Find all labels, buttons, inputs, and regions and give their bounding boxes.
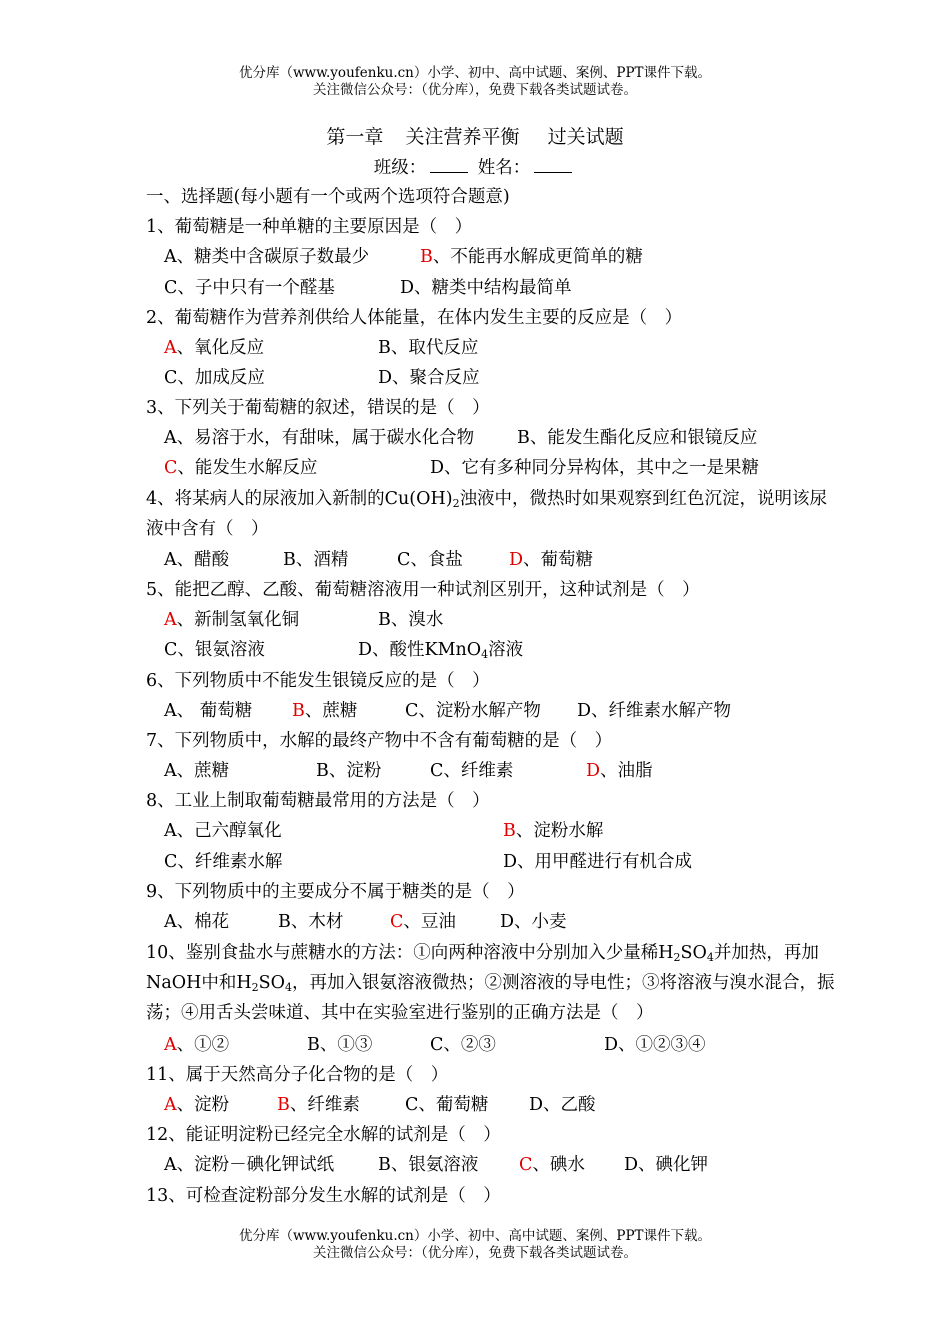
q3-option-d: D、它有多种同分异构体，其中之一是果糖 <box>430 458 760 478</box>
answer-mark: B <box>292 701 305 721</box>
q12-option-c: C、碘水 <box>519 1155 585 1175</box>
q10-option-d: D、①②③④ <box>604 1035 706 1055</box>
answer-mark: B <box>420 247 433 267</box>
answer-mark: C <box>519 1155 533 1175</box>
q13-stem: 13、可检查淀粉部分发生水解的试剂是（ ） <box>146 1186 501 1206</box>
q1-option-c: C、子中只有一个醛基 <box>164 278 335 298</box>
answer-mark: C <box>164 458 178 478</box>
page-title <box>0 122 950 149</box>
q3-stem: 3、下列关于葡萄糖的叙述，错误的是（ ） <box>146 398 490 418</box>
answer-mark: A <box>164 610 177 630</box>
q10-option-a: A、①② <box>164 1035 230 1055</box>
q9-option-c: C、豆油 <box>390 912 456 932</box>
q1-stem: 1、葡萄糖是一种单糖的主要原因是（ ） <box>146 217 473 237</box>
answer-mark: C <box>390 912 404 932</box>
name-blank[interactable] <box>534 158 572 173</box>
q8-option-d: D、用甲醛进行有机合成 <box>503 852 693 872</box>
q7-option-b: B、淀粉 <box>316 761 382 781</box>
q3-option-b: B、能发生酯化反应和银镜反应 <box>517 428 758 448</box>
q7-option-a: A、蔗糖 <box>164 761 230 781</box>
q1-option-d: D、糖类中结构最简单 <box>400 278 572 298</box>
q7-option-d: D、油脂 <box>586 761 653 781</box>
page-footer <box>0 1228 950 1262</box>
title-topic: 关注营养平衡 <box>405 126 520 148</box>
answer-mark: D <box>586 761 601 781</box>
q11-option-d: D、乙酸 <box>529 1095 596 1115</box>
answer-mark: D <box>509 550 524 570</box>
q5-option-b: B、溴水 <box>378 610 444 630</box>
q6-option-d: D、纤维素水解产物 <box>577 701 732 721</box>
q8-stem: 8、工业上制取葡萄糖最常用的方法是（ ） <box>146 791 490 811</box>
q10-option-b: B、①③ <box>307 1035 373 1055</box>
q2-stem: 2、葡萄糖作为营养剂供给人体能量，在体内发生主要的反应是（ ） <box>146 308 683 328</box>
q11-option-c: C、葡萄糖 <box>405 1095 489 1115</box>
q3-option-c: C、能发生水解反应 <box>164 458 318 478</box>
q8-option-b: B、淀粉水解 <box>503 821 604 841</box>
q4-option-a: A、醋酸 <box>164 550 230 570</box>
q9-option-d: D、小麦 <box>500 912 567 932</box>
q5-option-d: D、酸性KMnO$_4$溶液 <box>358 640 524 661</box>
answer-mark: B <box>503 821 516 841</box>
name-label: 姓名： <box>477 158 531 178</box>
header-line-2: 关注微信公众号：（优分库），免费下载各类试题试卷。 <box>313 82 637 98</box>
q4-option-c: C、食盐 <box>397 550 463 570</box>
q12-stem: 12、能证明淀粉已经完全水解的试剂是（ ） <box>146 1125 501 1145</box>
class-name-line <box>0 154 950 179</box>
title-chapter: 第一章 <box>326 126 384 148</box>
q6-option-a: A、 葡萄糖 <box>164 701 253 721</box>
q7-stem: 7、下列物质中，水解的最终产物中不含有葡萄糖的是（ ） <box>146 731 613 751</box>
q5-option-a: A、新制氢氧化铜 <box>164 610 300 630</box>
class-label: 班级： <box>373 158 427 178</box>
q3-option-a: A、易溶于水，有甜味，属于碳水化合物 <box>164 428 475 448</box>
q5-stem: 5、能把乙醇、乙酸、葡萄糖溶液用一种试剂区别开，这种试剂是（ ） <box>146 580 700 600</box>
title-test: 过关试题 <box>547 126 624 148</box>
q4-option-d: D、葡萄糖 <box>509 550 594 570</box>
q4-stem: 4、将某病人的尿液加入新制的$Cu(OH)_2$浊液中，微热时如果观察到红色沉淀，说明该尿 <box>146 489 828 510</box>
q10-stem-line-2: NaOH中和$H_2SO_4$，再加入银氨溶液微热；②测溶液的导电性；③将溶液与溴水混合，振 <box>146 973 835 994</box>
q1-option-a: A、糖类中含碳原子数最少 <box>164 247 370 267</box>
class-blank[interactable] <box>430 158 468 173</box>
q6-option-b: B、蔗糖 <box>292 701 358 721</box>
q11-stem: 11、属于天然高分子化合物的是（ ） <box>146 1065 449 1085</box>
q6-stem: 6、下列物质中不能发生银镜反应的是（ ） <box>146 671 490 691</box>
q9-option-a: A、棉花 <box>164 912 230 932</box>
footer-line-1: 优分库（www.youfenku.cn）小学、初中、高中试题、案例、PPT课件下载。 <box>238 1228 712 1244</box>
q8-option-a: A、己六醇氧化 <box>164 821 282 841</box>
q9-stem: 9、下列物质中的主要成分不属于糖类的是（ ） <box>146 882 525 902</box>
q6-option-c: C、淀粉水解产物 <box>405 701 541 721</box>
q2-option-c: C、加成反应 <box>164 368 265 388</box>
q10-option-c: C、②③ <box>430 1035 496 1055</box>
q12-option-b: B、银氨溶液 <box>378 1155 479 1175</box>
q9-option-b: B、木材 <box>278 912 344 932</box>
q12-option-d: D、碘化钾 <box>624 1155 709 1175</box>
answer-mark: A <box>164 1035 177 1055</box>
q1-option-b: B、不能再水解成更简单的糖 <box>420 247 643 267</box>
q2-option-a: A、氧化反应 <box>164 338 265 358</box>
q5-option-c: C、银氨溶液 <box>164 640 265 660</box>
q4-option-b: B、酒精 <box>283 550 349 570</box>
q2-option-d: D、聚合反应 <box>378 368 480 388</box>
answer-mark: B <box>277 1095 290 1115</box>
q2-option-b: B、取代反应 <box>378 338 479 358</box>
answer-mark: A <box>164 338 177 358</box>
footer-line-2: 关注微信公众号：（优分库），免费下载各类试题试卷。 <box>313 1245 637 1261</box>
header-line-1: 优分库（www.youfenku.cn）小学、初中、高中试题、案例、PPT课件下载。 <box>238 65 712 81</box>
page-header <box>0 65 950 99</box>
q4-stem-continued: 液中含有（ ） <box>146 519 269 539</box>
q10-stem-line-3: 荡；④用舌头尝味道、其中在实验室进行鉴别的正确方法是（ ） <box>146 1003 654 1023</box>
answer-mark: A <box>164 1095 177 1115</box>
q11-option-b: B、纤维素 <box>277 1095 360 1115</box>
q10-stem: 10、鉴别食盐水与蔗糖水的方法：①向两种溶液中分别加入少量稀$H_2SO_4$并加热，再加 <box>146 943 819 964</box>
q7-option-c: C、纤维素 <box>430 761 514 781</box>
q8-option-c: C、纤维素水解 <box>164 852 283 872</box>
section-heading: 一、选择题(每小题有一个或两个选项符合题意) <box>146 187 510 207</box>
q11-option-a: A、淀粉 <box>164 1095 230 1115</box>
q12-option-a: A、淀粉－碘化钾试纸 <box>164 1155 335 1175</box>
